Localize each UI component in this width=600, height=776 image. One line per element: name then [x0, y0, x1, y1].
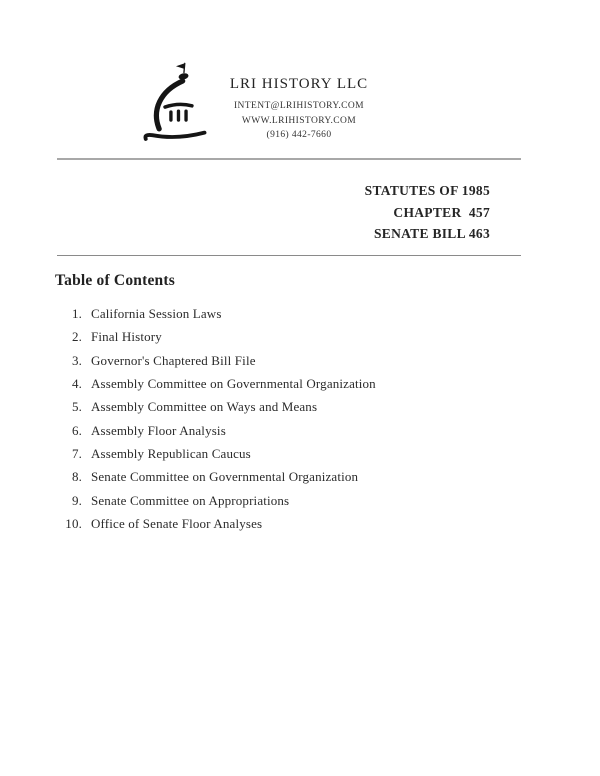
toc-item-number: 10. [65, 516, 82, 532]
toc-item-label: Final History [91, 329, 162, 345]
chapter-line: CHAPTER 457 [393, 204, 490, 220]
toc-item-number: 3. [71, 352, 82, 368]
toc-item [55, 442, 545, 465]
toc-item-number: 8. [71, 469, 82, 485]
statutes-line: STATUTES OF 1985 [364, 183, 490, 198]
toc-item [55, 349, 545, 372]
toc-list [55, 302, 545, 535]
toc-item-label: Senate Committee on Governmental Organization [91, 469, 359, 485]
company-website: WWW.LRIHISTORY.COM [241, 115, 357, 126]
toc-item [55, 372, 545, 395]
toc-item-number: 9. [71, 492, 82, 508]
toc-item-label: Assembly Floor Analysis [91, 422, 226, 438]
toc-item [55, 419, 545, 442]
toc-item-number: 4. [71, 376, 82, 392]
toc-item-label: California Session Laws [91, 306, 222, 321]
contact-block [213, 76, 385, 143]
toc-item-label: Assembly Republican Caucus [91, 446, 251, 462]
toc-item-number: 2. [71, 329, 82, 345]
toc-item-number: 7. [71, 446, 82, 462]
toc-item-label: Governor's Chaptered Bill File [91, 352, 256, 368]
company-name: LRI HISTORY LLC [229, 76, 369, 92]
senate-bill-line: SENATE BILL 463 [373, 226, 490, 242]
statute-reference-block [365, 180, 490, 245]
toc-item [55, 512, 545, 535]
company-email: INTENT@LRIHISTORY.COM [233, 101, 364, 111]
toc-item-number: 5. [71, 399, 82, 415]
toc-item-number: 6. [71, 422, 82, 438]
toc-item [55, 325, 545, 348]
toc-item-label: Senate Committee on Appropriations [91, 492, 290, 508]
toc-item-label: Assembly Committee on Governmental Organization [91, 376, 376, 392]
divider-top [57, 158, 521, 160]
toc-item [55, 489, 545, 512]
toc-item-label: Office of Senate Floor Analyses [91, 516, 263, 532]
toc-item-label: Assembly Committee on Ways and Means [91, 399, 318, 415]
capitol-dome-logo-icon [139, 58, 223, 146]
divider-bottom [57, 255, 521, 256]
company-phone: (916) 442-7660 [266, 130, 332, 140]
toc-item-number: 1. [71, 306, 82, 321]
toc-title: Table of Contents [55, 272, 175, 289]
toc-item [55, 465, 545, 488]
toc-item [55, 302, 545, 325]
toc-item [55, 395, 545, 418]
